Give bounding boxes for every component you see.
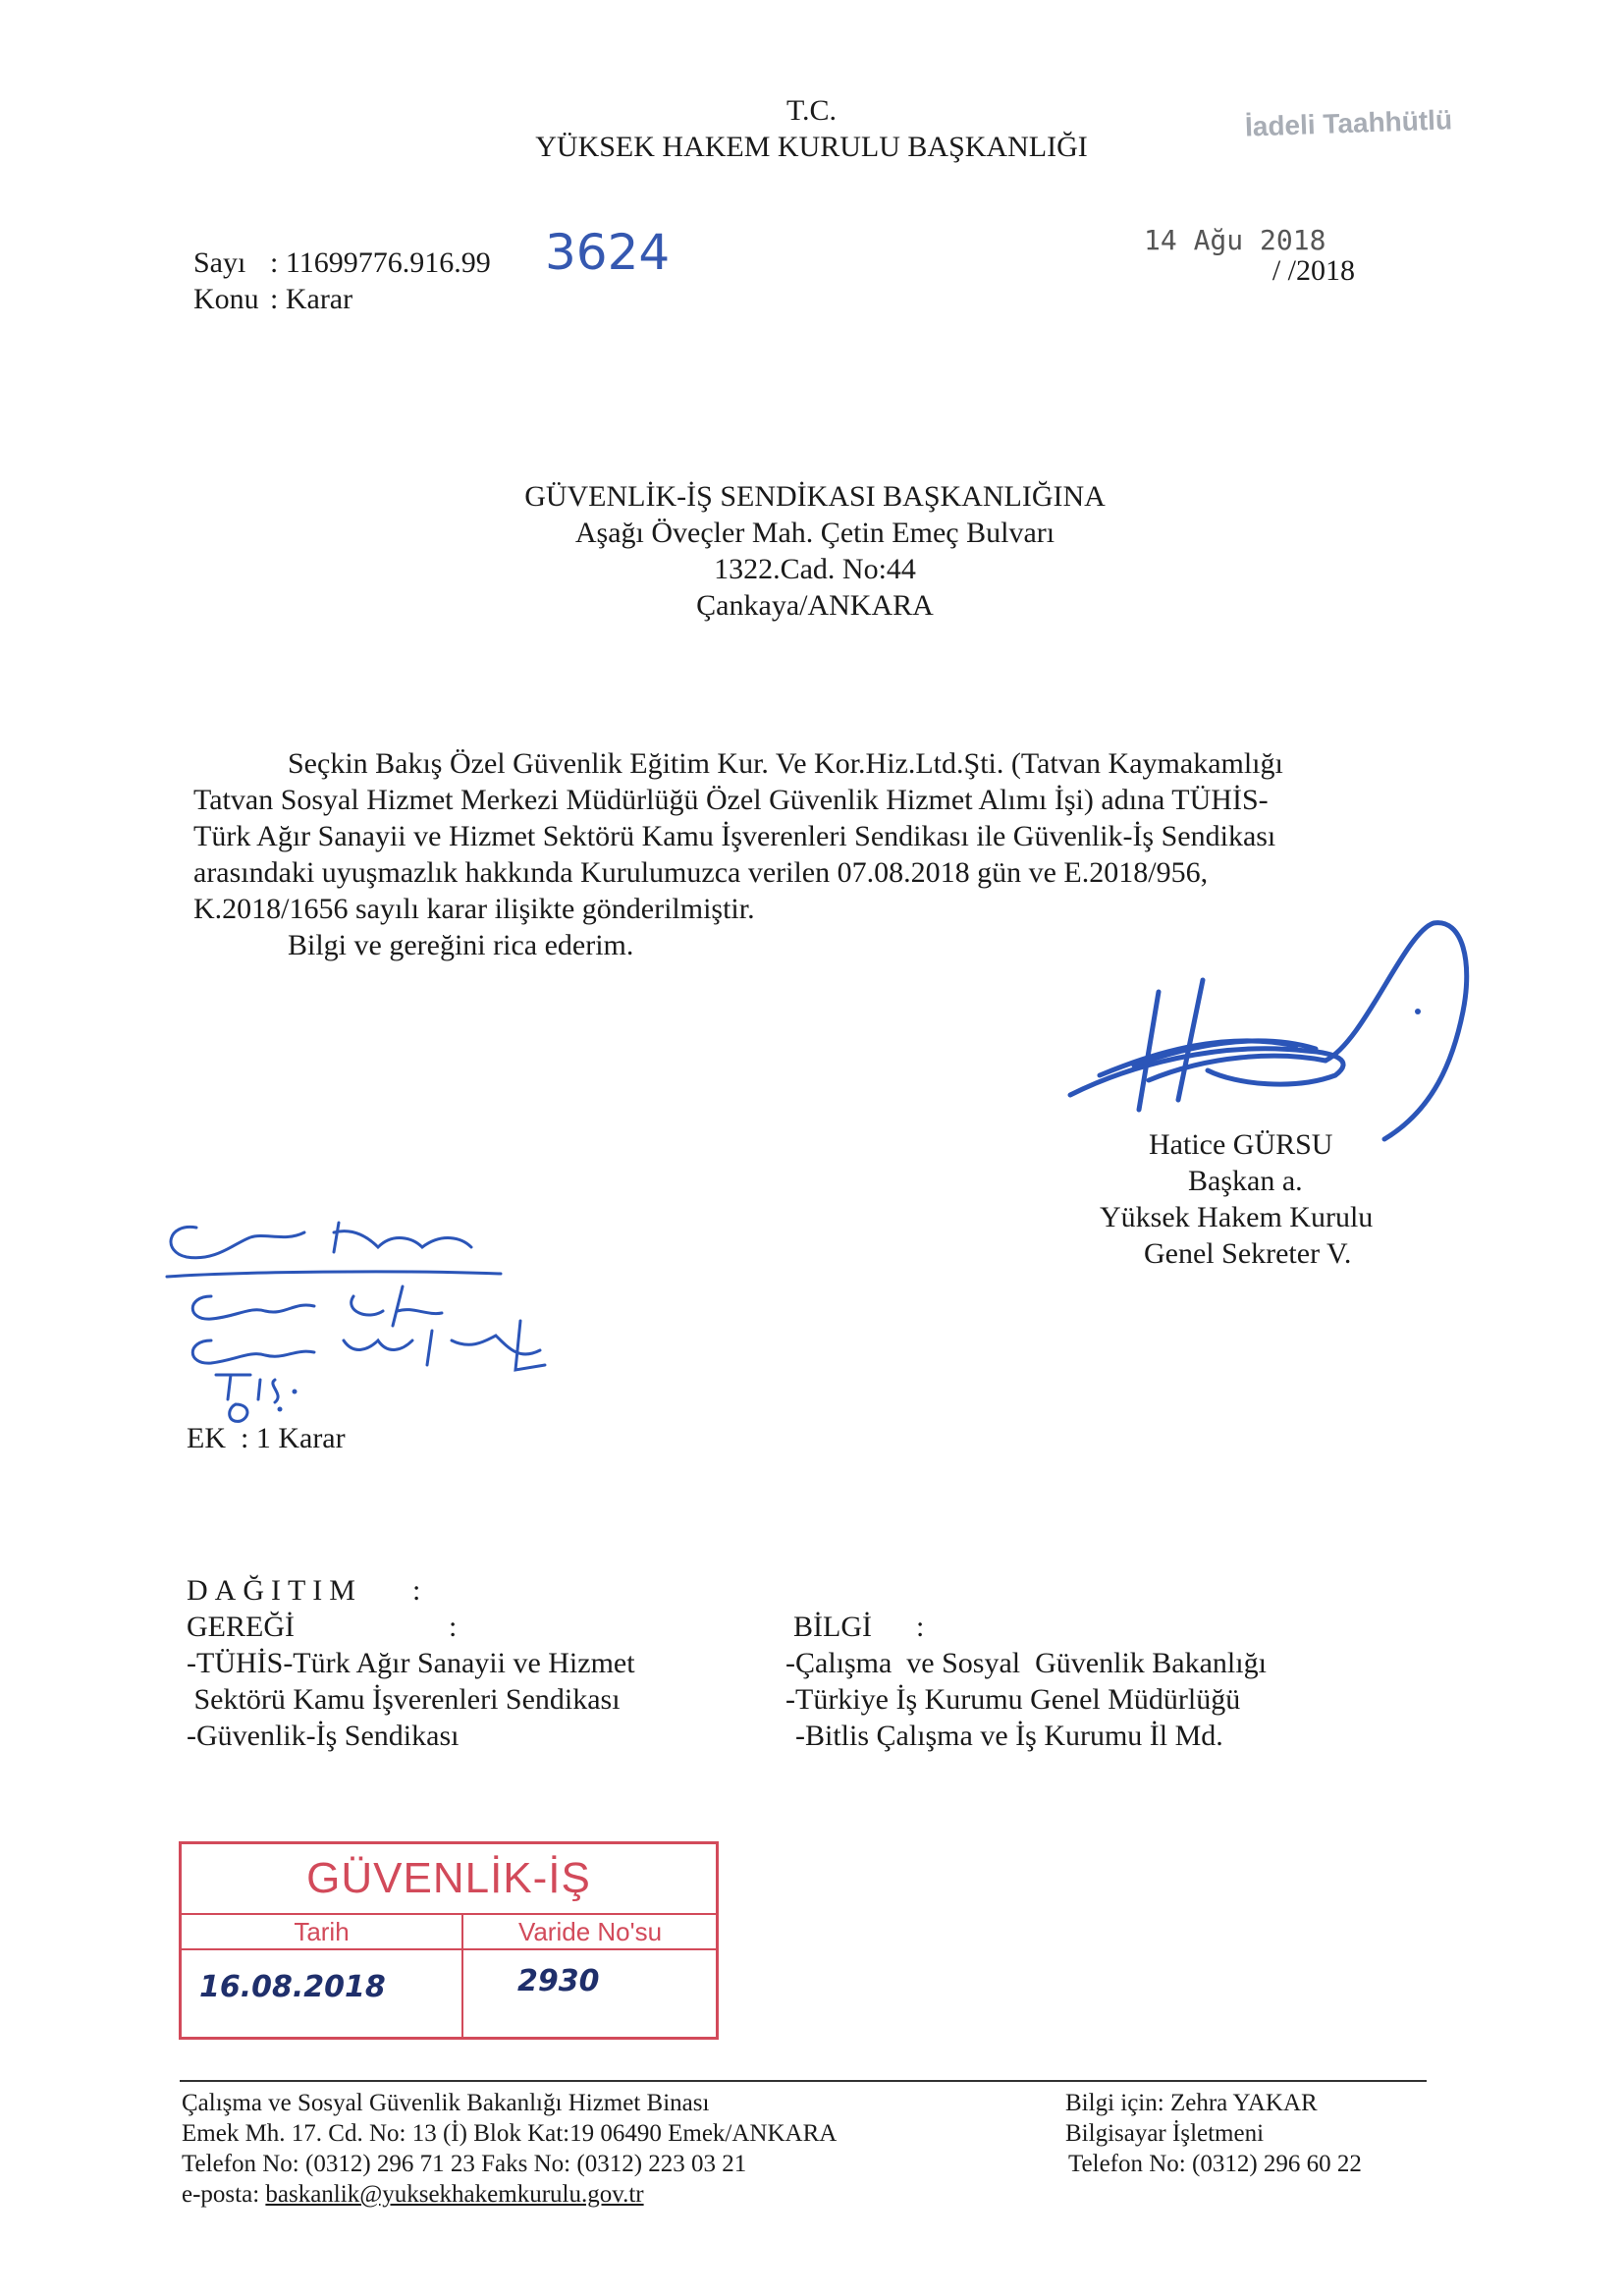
recipient-address-1: Aşağı Öveçler Mah. Çetin Emeç Bulvarı xyxy=(574,517,1055,549)
attachment-label: EK xyxy=(187,1422,226,1454)
geregi-label: GEREĞİ xyxy=(187,1611,295,1643)
attachment-value: : 1 Karar xyxy=(241,1422,346,1454)
recipient-address-2: 1322.Cad. No:44 xyxy=(714,553,916,585)
signatory-name: Hatice GÜRSU xyxy=(1149,1128,1333,1161)
bilgi-item-2: -Türkiye İş Kurumu Genel Müdürlüğü xyxy=(785,1683,1241,1716)
distribution-heading: DAĞITIM xyxy=(187,1574,362,1607)
footer-contact-title: Bilgisayar İşletmeni xyxy=(1065,2120,1265,2147)
distribution-heading-colon: : xyxy=(412,1574,421,1607)
signatory-title-1: Başkan a. xyxy=(1188,1165,1303,1197)
footer-address-1: Çalışma ve Sosyal Güvenlik Bakanlığı Hizmet Binası xyxy=(182,2090,710,2116)
footer-phone: Telefon No: (0312) 296 71 23 Faks No: (0312) 223 03 21 xyxy=(182,2151,747,2177)
date-printed: / /2018 xyxy=(1271,254,1355,287)
header-tc: T.C. xyxy=(785,94,838,127)
konu-label: Konu xyxy=(193,283,259,315)
body-line-4: arasındaki uyuşmazlık hakkında Kurulumuzca verilen 07.08.2018 gün ve E.2018/956, xyxy=(193,856,1209,889)
registered-mail-stamp: İadeli Taahhütlü xyxy=(1244,104,1453,142)
signatory-title-3: Genel Sekreter V. xyxy=(1144,1237,1352,1270)
body-line-5: K.2018/1656 sayılı karar ilişikte gönderilmiştir. xyxy=(193,893,755,925)
stamp-col-varide: Varide No'su xyxy=(517,1916,663,1946)
footer-contact-phone: Telefon No: (0312) 296 60 22 xyxy=(1068,2151,1362,2177)
recipient-name: GÜVENLİK-İŞ SENDİKASI BAŞKANLIĞINA xyxy=(524,480,1106,513)
footer-email-row xyxy=(182,2179,644,2210)
bilgi-item-3: -Bitlis Çalışma ve İş Kurumu İl Md. xyxy=(795,1720,1223,1752)
bilgi-label: BİLGİ xyxy=(793,1611,872,1643)
sayi-label: Sayı xyxy=(193,246,246,279)
geregi-item-3: -Güvenlik-İş Sendikası xyxy=(187,1720,460,1752)
signature-scribble xyxy=(1041,903,1492,1149)
stamp-date-value: 16.08.2018 xyxy=(199,1970,386,2004)
body-line-2: Tatvan Sosyal Hizmet Merkezi Müdürlüğü Özel Güvenlik Hizmet Alımı İşi) adına TÜHİS- xyxy=(193,784,1269,816)
footer-email-link[interactable]: baskanlik@yuksekhakemkurulu.gov.tr xyxy=(265,2181,644,2208)
stamp-number-value: 2930 xyxy=(517,1964,600,1998)
geregi-item-2: Sektörü Kamu İşverenleri Sendikası xyxy=(187,1683,621,1716)
stamp-col-tarih: Tarih xyxy=(294,1916,350,1946)
footer-rule xyxy=(180,2080,1427,2082)
body-line-1: Seçkin Bakış Özel Güvenlik Eğitim Kur. Ve Kor.Hiz.Ltd.Şti. (Tatvan Kaymakamlığı xyxy=(288,747,1283,780)
stamp-header-divider xyxy=(182,1948,716,1950)
konu-value: : Karar xyxy=(270,283,353,315)
received-stamp xyxy=(179,1841,719,2040)
geregi-item-1: -TÜHİS-Türk Ağır Sanayii ve Hizmet xyxy=(187,1647,635,1679)
body-closing: Bilgi ve gereğini rica ederim. xyxy=(288,929,634,961)
footer-address-2: Emek Mh. 17. Cd. No: 13 (İ) Blok Kat:19 06490 Emek/ANKARA xyxy=(182,2120,838,2147)
header-institution: YÜKSEK HAKEM KURULU BAŞKANLIĞI xyxy=(535,131,1088,163)
sayi-value: : 11699776.916.99 xyxy=(270,246,491,279)
stamp-org: GÜVENLİK-İŞ xyxy=(306,1854,591,1902)
geregi-colon: : xyxy=(449,1611,458,1643)
footer-contact-name: Bilgi için: Zehra YAKAR xyxy=(1065,2090,1318,2116)
body-line-3: Türk Ağır Sanayii ve Hizmet Sektörü Kamu İşverenleri Sendikası ile Güvenlik-İş Sendikası xyxy=(193,820,1276,852)
bilgi-colon: : xyxy=(916,1611,925,1643)
signatory-title-2: Yüksek Hakem Kurulu xyxy=(1100,1201,1374,1233)
bilgi-item-1: -Çalışma ve Sosyal Güvenlik Bakanlığı xyxy=(785,1647,1267,1679)
date-stamp: 14 Ağu 2018 xyxy=(1144,224,1326,256)
recipient-address-3: Çankaya/ANKARA xyxy=(696,589,934,622)
handwritten-routing-note xyxy=(157,1203,589,1439)
footer-email-label: e-posta: xyxy=(182,2181,260,2208)
sayi-handwritten-number: 3624 xyxy=(545,224,671,281)
